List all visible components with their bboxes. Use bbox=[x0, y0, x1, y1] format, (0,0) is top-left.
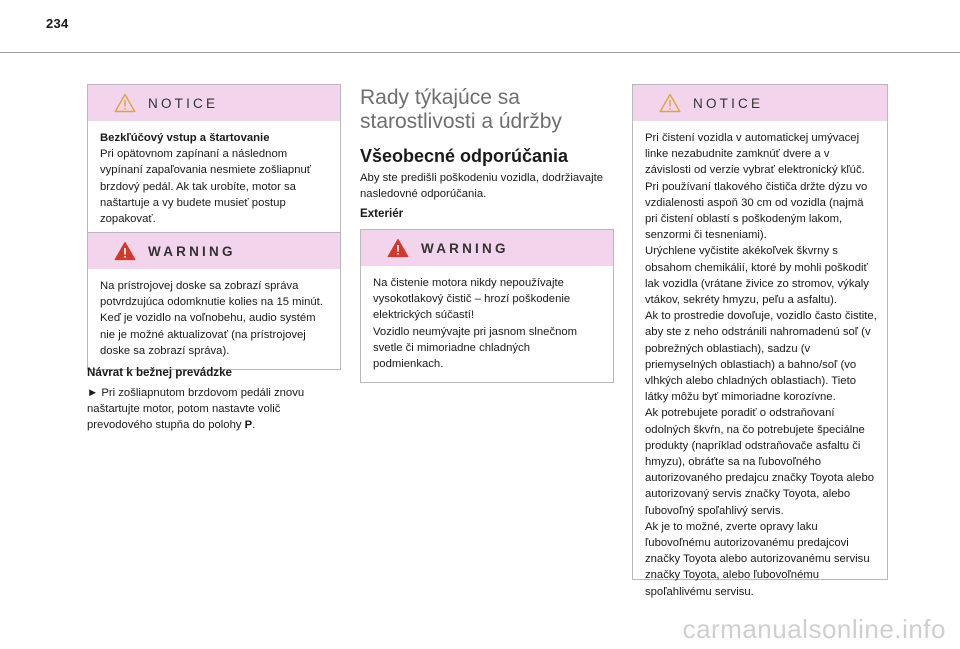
page-title: Rady týkajúce sa starostlivosti a údržby bbox=[360, 86, 562, 133]
header-rule bbox=[0, 52, 960, 53]
warning-title: WARNING bbox=[421, 240, 509, 256]
step-text: ► Pri zošliapnutom brzdovom pedáli znovu naštartujte motor, potom nastavte volič prevodového stupňa do polohy bbox=[87, 387, 305, 432]
warning-triangle-outline-icon bbox=[659, 93, 681, 113]
warning-triangle-filled-icon bbox=[114, 241, 136, 261]
warning-title: WARNING bbox=[148, 243, 236, 259]
notice-line: Ak je to možné, zverte opravy laku ľubovoľnému autorizovanému predajcovi značky Toyota alebo autorizovanému servisu značky Toyota, alebo ľubovoľnému spoľahlivému servisu. bbox=[645, 520, 870, 598]
middle-warning-box bbox=[360, 229, 614, 383]
step-end: . bbox=[252, 419, 256, 432]
left-notice-box bbox=[87, 84, 341, 238]
warning-line: Na čistenie motora nikdy nepoužívajte vysokotlakový čistič – hrozí poškodenie elektrických súčastí! bbox=[373, 277, 571, 322]
notice-header bbox=[88, 85, 340, 121]
warning-triangle-outline-icon bbox=[114, 93, 136, 113]
watermark: carmanualsonline.info bbox=[682, 614, 946, 644]
exterior-heading: Exteriér bbox=[360, 207, 404, 220]
warning-text: Na prístrojovej doske sa zobrazí správa potvrdzujúca odomknutie kolies na 15 minút. Keď je vozidlo na voľnobehu, audio systém nie je možné aktualizovať (na prístrojovej doske sa zobrazí správa). bbox=[100, 280, 323, 357]
notice-line: Urýchlene vyčistite akékoľvek škvrny s obsahom chemikálií, ktoré by mohli poškodiť lak vozidla (vrátane živice zo stromov, výkaly vtákov, sekréty hmyzu, peľu a asfaltu). bbox=[645, 245, 869, 307]
notice-line: Pri čistení vozidla v automatickej umývacej linke nezabudnite zamknúť dvere a v závislosti od verzie vybrať elektronický kľúč. bbox=[645, 132, 865, 177]
warning-body bbox=[361, 266, 613, 382]
left-warning-box bbox=[87, 232, 341, 370]
notice-line: Ak to prostredie dovoľuje, vozidlo často čistite, aby ste z neho odstránili nahromadenú soľ (v pobrežných oblastiach), sadzu (v priemyselných oblastiach) a bahno/soľ (vo vlhkých alebo chladných oblastiach). Tieto látky môžu byť mimoriadne korozívne. bbox=[645, 310, 877, 404]
notice-title: NOTICE bbox=[148, 95, 219, 111]
notice-title: NOTICE bbox=[693, 95, 764, 111]
warning-body bbox=[88, 269, 340, 369]
notice-text: Pri opätovnom zapínaní a následnom vypínaní zapaľovania nesmiete zošliapnuť brzdový pedál. Ak tak urobíte, motor sa naštartuje a vy budete musieť postup zopakovať. bbox=[100, 148, 312, 226]
right-notice-box bbox=[632, 84, 888, 598]
notice-header bbox=[633, 85, 887, 121]
page-subtitle: Všeobecné odporúčania bbox=[360, 146, 569, 166]
notice-lead: Bezkľúčový vstup a štartovanie bbox=[100, 132, 270, 144]
warning-line: Vozidlo neumývajte pri jasnom slnečnom svetle či mimoriadne chladných podmienkach. bbox=[373, 325, 578, 371]
section-heading: Návrat k bežnej prevádzke bbox=[87, 366, 232, 379]
warning-header bbox=[361, 230, 613, 266]
page-number: 234 bbox=[46, 16, 69, 31]
step-paragraph bbox=[87, 385, 341, 434]
notice-body bbox=[633, 121, 887, 610]
warning-header bbox=[88, 233, 340, 269]
intro-text: Aby ste predišli poškodeniu vozidla, dodržiavajte nasledovné odporúčania. bbox=[360, 172, 604, 201]
step-bold: P bbox=[244, 419, 253, 432]
notice-line: Ak potrebujete poradiť o odstraňovaní odolných škvŕn, na čo potrebujete špeciálne produkty (napríklad odstraňovače asfaltu či hmyzu), obráťte sa na ľubovoľného autorizovaného predajcu značky Toyota alebo autorizovaný servis značky Toyota, alebo ľubovoľný spoľahlivý servis. bbox=[645, 407, 875, 517]
notice-line: Pri používaní tlakového čističa držte dýzu vo vzdialenosti aspoň 30 cm od vozidla (najmä pri čistení oblastí s poškodeným lakom, senzormi či tesneniami). bbox=[645, 180, 868, 242]
warning-triangle-filled-icon bbox=[387, 238, 409, 258]
notice-body bbox=[88, 121, 340, 237]
